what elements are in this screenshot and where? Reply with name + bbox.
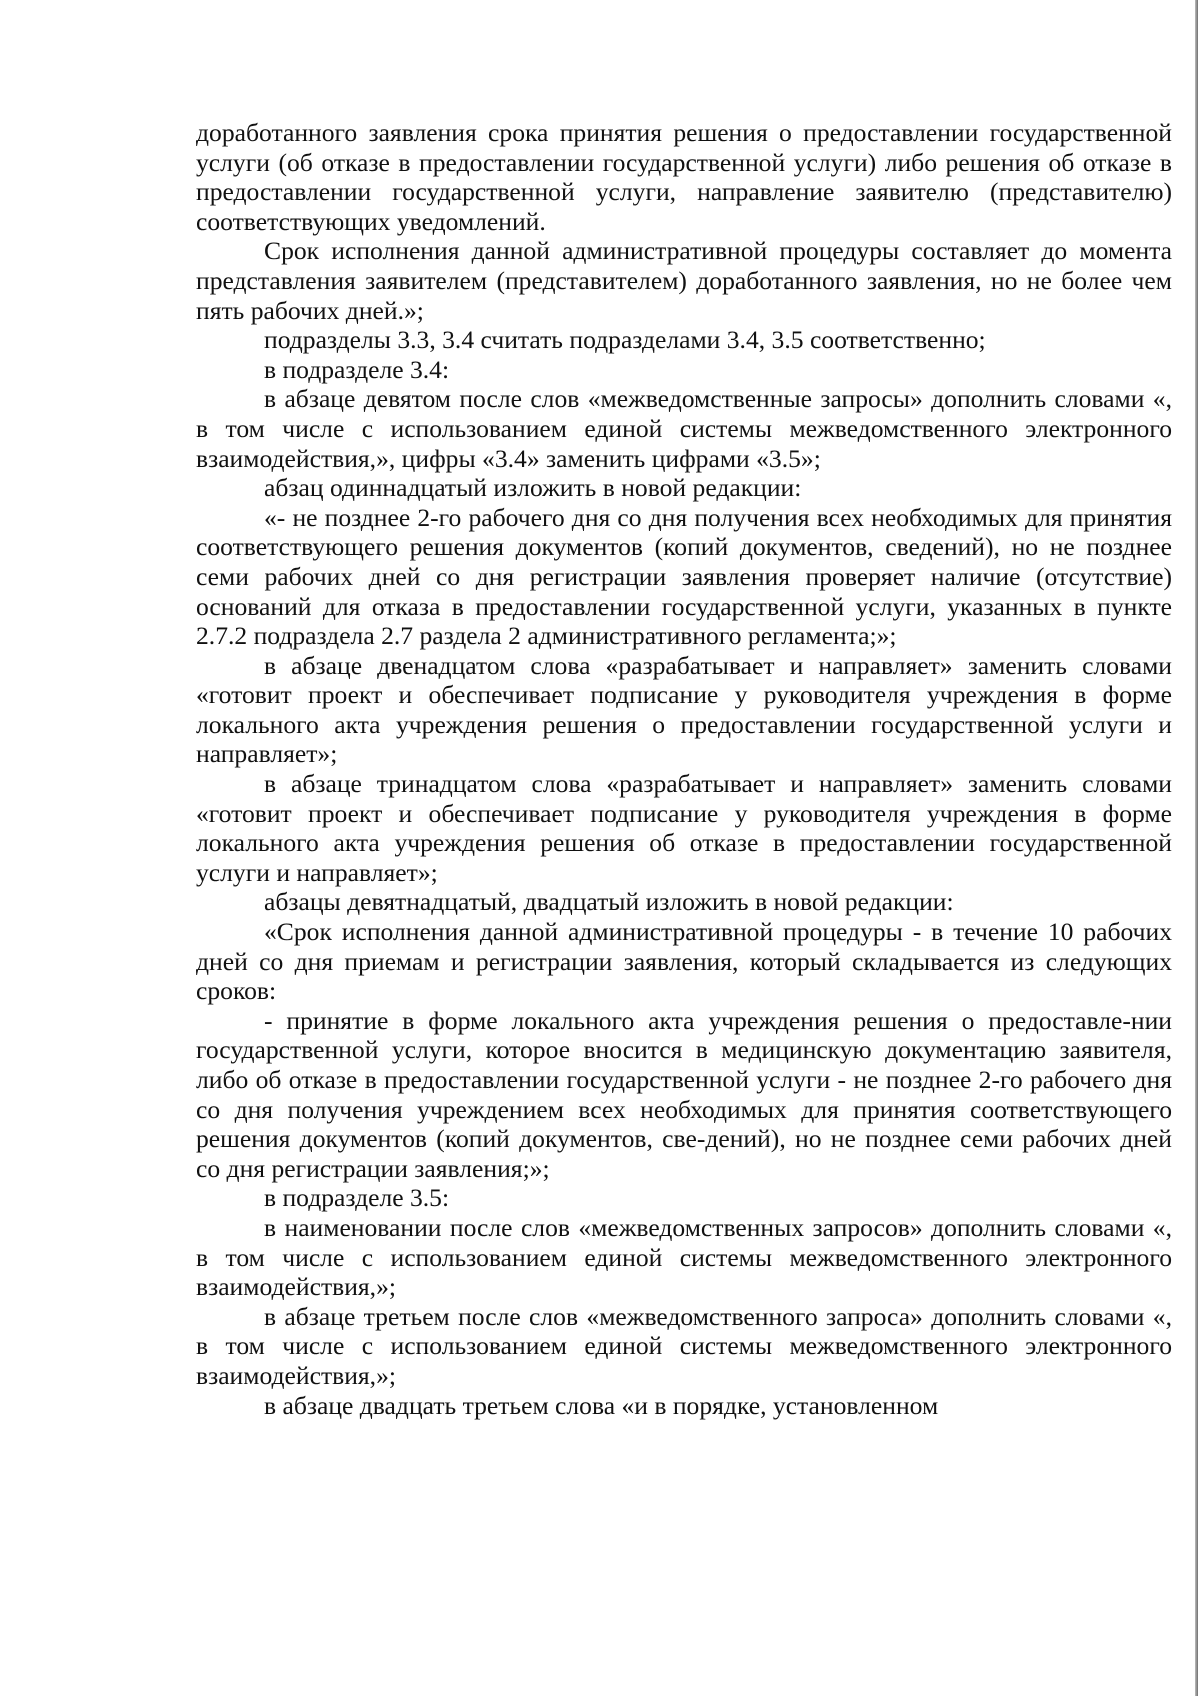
paragraph-ninth-amendment: в абзаце девятом после слов «межведомственные запросы» дополнить словами «, в том числе с использованием единой системы межведомственного электронного взаимодействия,», цифры «3.4» заменить цифрами «3.5»;: [196, 384, 1172, 473]
paragraph-subsections-renumber: подразделы 3.3, 3.4 считать подразделами 3.4, 3.5 соответственно;: [264, 325, 986, 355]
paragraph-continuation: доработанного заявления срока принятия решения о предоставлении государственной услуги (об отказе в предоставлении государственной услуги) либо решения об отказе в предоставлении государственной услуги, направление заявителю (представителю) соответствующих уведомлений.: [196, 118, 1172, 236]
document-body: [196, 118, 1172, 1420]
paragraph-subsection-3-5-heading: в подразделе 3.5:: [264, 1183, 450, 1213]
paragraph-third-amendment: в абзаце третьем после слов «межведомственного запроса» дополнить словами «, в том числе с использованием единой системы межведомственного электронного взаимодействия,»;: [196, 1301, 1172, 1390]
paragraph-title-amendment: в наименовании после слов «межведомственных запросов» дополнить словами «, в том числе с использованием единой системы межведомственного электронного взаимодействия,»;: [196, 1212, 1172, 1302]
paragraph-thirteenth-amendment: в абзаце тринадцатом слова «разрабатывает и направляет» заменить словами «готовит проект и обеспечивает подписание у руководителя учреждения в форме локального акта учреждения решения об отказе в предоставлении государственной услуги и направляет»;: [196, 769, 1172, 887]
paragraph-decision-term: - принятие в форме локального акта учреждения решения о предоставле-нии государственной услуги, которое вносится в медицинскую документацию заявителя, либо об отказе в предоставлении государственной услуги - не позднее 2-го рабочего дня со дня получения учреждением всех необходимых для принятия соответствующего решения документов (копий документов, све-дений), но не позднее семи рабочих дней со дня регистрации заявления;»;: [196, 1005, 1172, 1183]
paragraph-twenty-third-amendment: в абзаце двадцать третьем слова «и в порядке, установленном: [264, 1390, 939, 1420]
paragraph-eleventh-new-wording: абзац одиннадцатый изложить в новой редакции:: [264, 473, 802, 503]
paragraph-procedure-term: «Срок исполнения данной административной процедуры - в течение 10 рабочих дней со дня приемам и регистрации заявления, который складывается из следующих сроков:: [196, 917, 1172, 1006]
paragraph-twelfth-amendment: в абзаце двенадцатом слова «разрабатывает и направляет» заменить словами «готовит проект и обеспечивает подписание у руководителя учреждения в форме локального акта учреждения решения о предоставлении государственной услуги и направляет»;: [196, 650, 1172, 769]
scan-edge-shadow: [1195, 0, 1198, 1696]
paragraph-eleventh-text: «- не позднее 2-го рабочего дня со дня получения всех необходимых для принятия соответствующего решения документов (копий документов, сведений), но не позднее семи рабочих дней со дня регистрации заявления проверяет наличие (отсутствие) оснований для отказа в предоставлении государственной услуги, указанных в пункте 2.7.2 подраздела 2.7 раздела 2 административного регламента;»;: [196, 502, 1172, 651]
paragraph-deadline-note: Срок исполнения данной административной процедуры составляет до момента представления заявителем (представителем) доработанного заявления, но не более чем пять рабочих дней.»;: [196, 236, 1172, 325]
paragraph-nineteenth-twentieth-wording: абзацы девятнадцатый, двадцатый изложить в новой редакции:: [264, 887, 954, 917]
paragraph-subsection-3-4-heading: в подразделе 3.4:: [264, 354, 450, 384]
